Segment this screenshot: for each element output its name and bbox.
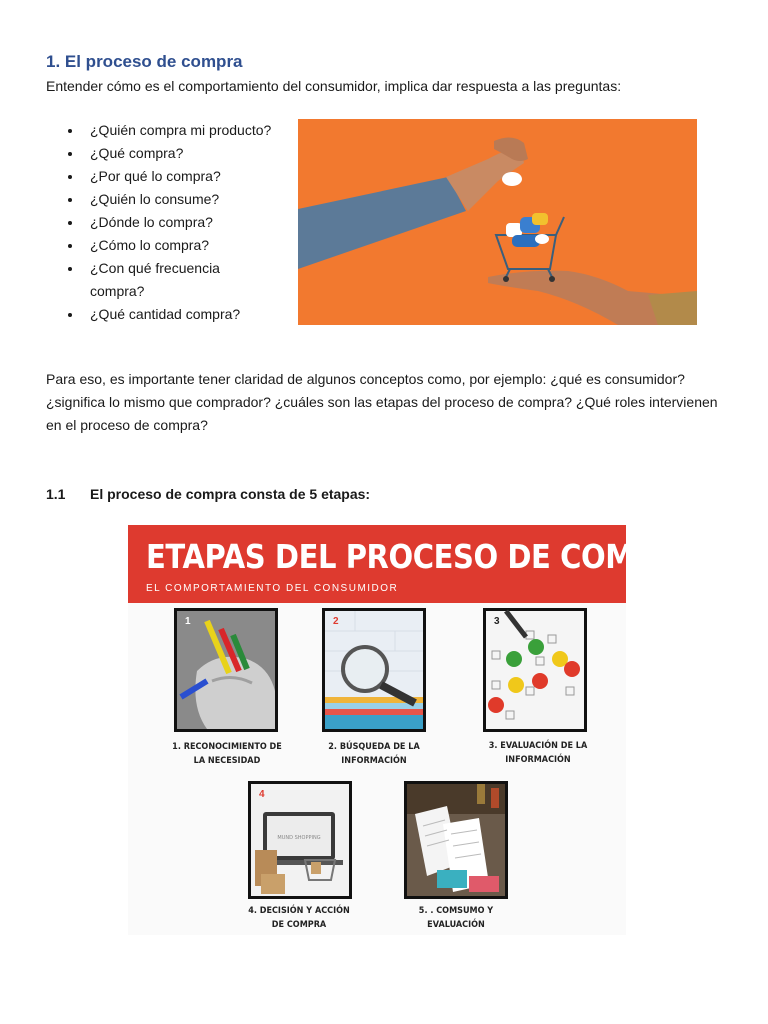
subsection-title: El proceso de compra consta de 5 etapas: xyxy=(90,486,371,502)
subsection-heading xyxy=(46,486,370,502)
infographic-banner xyxy=(128,525,699,603)
step-4-image xyxy=(248,781,352,899)
hands-cart-illustration xyxy=(298,119,697,325)
step-1-image xyxy=(174,608,278,732)
laptop-cart-icon xyxy=(251,784,349,896)
step-number: 3 xyxy=(494,616,500,627)
subsection-number: 1.1 xyxy=(46,486,66,502)
concepts-paragraph: Para eso, es importante tener claridad de algunos conceptos como, por ejemplo: ¿qué es consumidor? ¿significa lo mismo que comprador? ¿cuáles son las etapas del proceso de compra? ¿Qué roles intervienen en el proceso de compra? xyxy=(46,371,718,433)
intro-text: Entender cómo es el comportamiento del consumidor, implica dar respuesta a las preguntas: xyxy=(46,78,622,94)
step-4-label: 4. DECISIÓN Y ACCIÓN DE COMPRA xyxy=(248,906,350,930)
shopping-cart-photo xyxy=(298,119,697,325)
step-number: 4 xyxy=(259,789,265,800)
step-2-image xyxy=(322,608,426,732)
step-number: 1 xyxy=(185,616,191,627)
list-item: ¿Qué compra? xyxy=(66,142,276,165)
step-number: 2 xyxy=(333,616,339,627)
step-3-image xyxy=(483,608,587,732)
infographic-subtitle: EL COMPORTAMIENTO DEL CONSUMIDOR xyxy=(146,583,399,594)
list-item: ¿Con qué frecuencia compra? xyxy=(66,257,276,303)
laptop-screen-text: MUND SHOPPING xyxy=(277,835,321,841)
list-item: ¿Dónde lo compra? xyxy=(66,211,276,234)
step-3-label: 3. EVALUACIÓN DE LA INFORMACIÓN xyxy=(488,741,588,765)
hand-crayons-icon xyxy=(177,611,275,729)
step-2-label: 2. BÚSQUEDA DE LA INFORMACIÓN xyxy=(328,742,420,766)
infographic-title: ETAPAS DEL PROCESO DE COMPRA xyxy=(146,537,699,576)
process-infographic xyxy=(128,525,699,935)
magnifying-glass-icon xyxy=(325,611,423,729)
step-5-image xyxy=(404,781,508,899)
list-item: ¿Cómo lo compra? xyxy=(66,234,276,257)
list-item: ¿Quién lo consume? xyxy=(66,188,276,211)
list-item: ¿Quién compra mi producto? xyxy=(66,119,276,142)
step-5-label: 5. . COMSUMO Y EVALUACIÓN xyxy=(418,906,494,930)
rating-faces-icon xyxy=(486,611,584,729)
list-item: ¿Qué cantidad compra? xyxy=(66,303,276,326)
questions-list xyxy=(66,119,276,326)
list-item: ¿Por qué lo compra? xyxy=(66,165,276,188)
receipts-icon xyxy=(407,784,505,896)
step-1-label: 1. RECONOCIMIENTO DE LA NECESIDAD xyxy=(172,742,282,766)
section-heading: 1. El proceso de compra xyxy=(46,52,243,71)
